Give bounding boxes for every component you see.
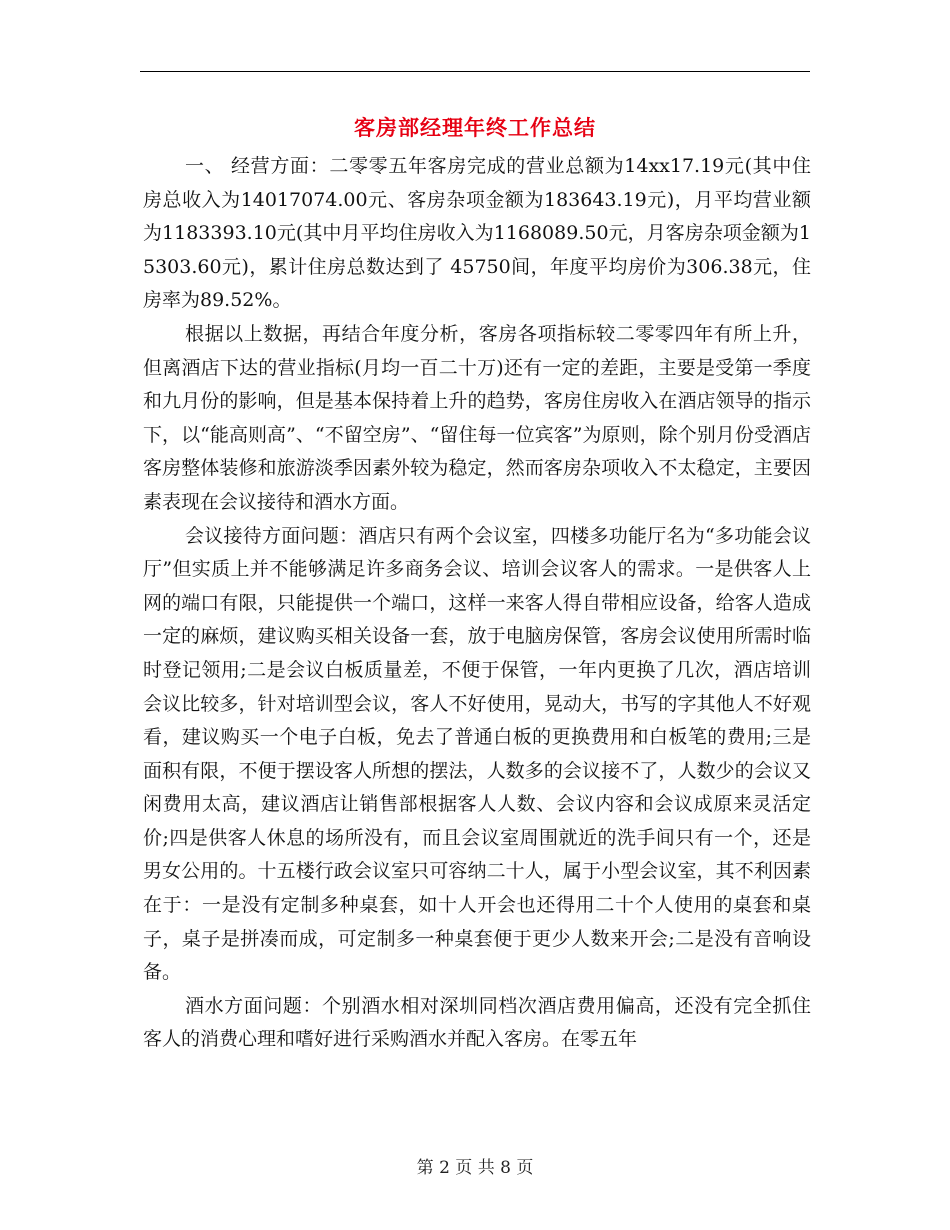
document-body <box>143 150 811 1057</box>
page-number: 第 2 页 共 8 页 <box>416 1158 534 1178</box>
paragraph-analysis: 根据以上数据，再结合年度分析，客房各项指标较二零零四年有所上升，但离酒店下达的营业指标(月均一百二十万)还有一定的差距，主要是受第一季度和九月份的影响，但是基本保持着上升的趋势，客房住房收入在酒店领导的指示下，以“能高则高”、“不留空房”、“留住每一位宾客”为原则，除个别月份受酒店客房整体装修和旅游淡季因素外较为稳定，然而客房杂项收入不太稳定，主要因素表现在会议接待和酒水方面。 <box>143 322 811 513</box>
document-title: 客房部经理年终工作总结 <box>354 115 596 140</box>
header-rule <box>140 71 810 72</box>
paragraph-meeting-issues: 会议接待方面问题：酒店只有两个会议室，四楼多功能厅名为“多功能会议厅”但实质上并不能够满足许多商务会议、培训会议客人的需求。一是供客人上网的端口有限，只能提供一个端口，这样一来客人得自带相应设备，给客人造成一定的麻烦，建议购买相关设备一套，放于电脑房保管，客房会议使用所需时临时登记领用;二是会议白板质量差，不便于保管，一年内更换了几次，酒店培训会议比较多，针对培训型会议，客人不好使用，晃动大，书写的字其他人不好观看，建议购买一个电子白板，免去了普通白板的更换费用和白板笔的费用;三是面积有限，不便于摆设客人所想的摆法，人数多的会议接不了，人数少的会议又闲费用太高，建议酒店让销售部根据客人人数、会议内容和会议成原来灵活定价;四是供客人休息的场所没有，而且会议室周围就近的洗手间只有一个，还是男女公用的。十五楼行政会议室只可容纳二十人，属于小型会议室，其不利因素在于：一是没有定制多种桌套，如十人开会也还得用二十个人使用的桌套和桌子，桌子是拼凑而成，可定制多一种桌套便于更少人数来开会;二是没有音响设备。 <box>143 524 811 984</box>
paragraph-operations: 一、 经营方面：二零零五年客房完成的营业总额为14xx17.19元(其中住房总收入为14017074.00元、客房杂项金额为183643.19元)，月平均营业额为1183393.10元(其中月平均住房收入为1168089.50元，月客房杂项金额为15303.60元)，累计住房总数达到了 45750间，年度平均房价为306.38元，住房率为89.52%。 <box>143 155 811 312</box>
paragraph-beverage-issues: 酒水方面问题：个别酒水相对深圳同档次酒店费用偏高，还没有完全抓住客人的消费心理和嗜好进行采购酒水并配入客房。在零五年 <box>143 994 811 1051</box>
